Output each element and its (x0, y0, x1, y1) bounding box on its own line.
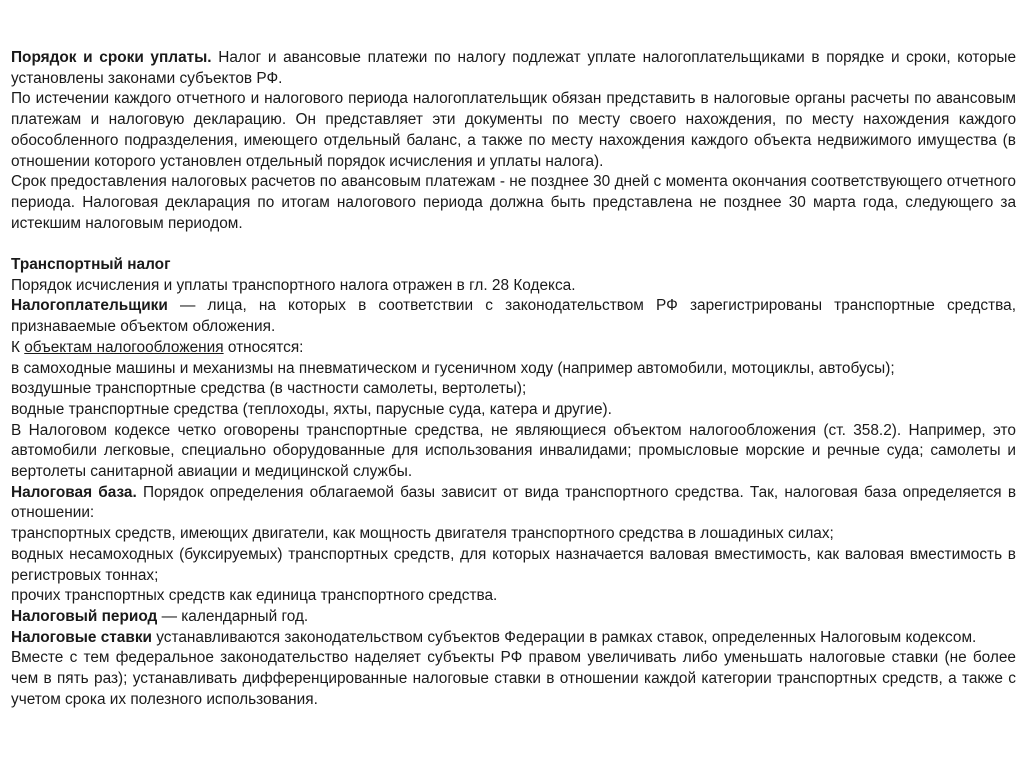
heading-transport-tax: Транспортный налог (11, 256, 171, 274)
list-item-self-propelled: в самоходные машины и механизмы на пневматическом и гусеничном ходу (например автомобили, мотоциклы, автобусы); (11, 359, 895, 377)
list-item-water: водные транспортные средства (теплоходы, яхты, парусные суда, катера и другие). (11, 400, 612, 418)
list-item-towed: водных несамоходных (буксируемых) транспортных средств, для которых назначается валовая вместимость, как валовая вместимость в регистровых тоннах; (11, 545, 1016, 584)
section-heading (11, 255, 1016, 276)
paragraph-federal-law: Вместе с тем федеральное законодательство наделяет субъекты РФ правом увеличивать либо уменьшать налоговые ставки (не более чем в пять раз); устанавливать дифференцированные налоговые ставки в отношении каждой категории транспортных средств, а также с учетом срока их полезного использования. (11, 649, 1016, 708)
term-tax-period: Налоговый период (11, 607, 158, 625)
paragraph-tax-base (11, 483, 1016, 524)
text-tax-rates: устанавливаются законодательством субъектов Федерации в рамках ставок, определенных Налоговым кодексом. (151, 628, 977, 646)
term-payment-terms: Порядок и сроки уплаты. (11, 49, 212, 66)
text-payment-terms: Налог и авансовые платежи по налогу подлежат уплате налогоплательщиками в порядке и сроки, которые установлены законами субъектов РФ. (11, 49, 1016, 87)
text-objects-before: К (11, 338, 25, 356)
paragraph-exemptions: В Налоговом кодексе четко оговорены транспортные средства, не являющиеся объектом налогообложения (ст. 358.2). Например, это автомобили легковые, специально оборудованные для использования инвалидами; промысловые морские и речные суда; самолеты и вертолеты санитарной авиации и медицинской службы. (11, 421, 1016, 481)
list-item-engines: транспортных средств, имеющих двигатели, как мощность двигателя транспортного средства в лошадиных силах; (11, 525, 834, 543)
text-objects-after: относятся: (223, 338, 304, 356)
paragraph-reporting: По истечении каждого отчетного и налогового периода налогоплательщик обязан представить в налоговые органы расчеты по авансовым платежам и налоговую декларацию. Он представляет эти документы по месту своего нахождения, по месту нахождения каждого обособленного подразделения, имеющего отдельный баланс, а также по месту нахождения каждого объекта недвижимого имущества (в отношении которого установлен отдельный порядок исчисления и уплаты налога). (11, 90, 1016, 170)
paragraph-objects-intro (11, 338, 1016, 359)
paragraph-deadlines: Срок предоставления налоговых расчетов по авансовым платежам - не позднее 30 дней с момента окончания соответствующего отчетного периода. Налоговая декларация по итогам налогового периода должна быть представлена не позднее 30 марта года, следующего за истекшим налоговым периодом. (11, 173, 1016, 232)
paragraph-tax-rates (11, 628, 1016, 649)
term-taxpayers: Налогоплательщики (11, 297, 168, 315)
paragraph-payment-terms (11, 48, 1016, 89)
spacer (11, 234, 1016, 255)
link-objects-of-taxation[interactable]: объектам налогообложения (24, 338, 224, 356)
list-item-other: прочих транспортных средств как единица транспортного средства. (11, 587, 498, 605)
paragraph-tax-period (11, 607, 1016, 628)
term-tax-base: Налоговая база. (11, 483, 137, 501)
text-taxpayers: — лица, на которых в соответствии с законодательством РФ зарегистрированы транспортные средства, признаваемые объектом обложения. (11, 297, 1016, 336)
text-tax-base: Порядок определения облагаемой базы зависит от вида транспортного средства. Так, налоговая база определяется в отношении: (11, 483, 1016, 522)
paragraph-chapter: Порядок исчисления и уплаты транспортного налога отражен в гл. 28 Кодекса. (11, 276, 576, 294)
list-item-air: воздушные транспортные средства (в частности самолеты, вертолеты); (11, 380, 527, 398)
document-body (11, 48, 1016, 710)
term-tax-rates: Налоговые ставки (11, 628, 152, 646)
paragraph-taxpayers (11, 296, 1016, 337)
text-tax-period: — календарный год. (157, 607, 309, 625)
